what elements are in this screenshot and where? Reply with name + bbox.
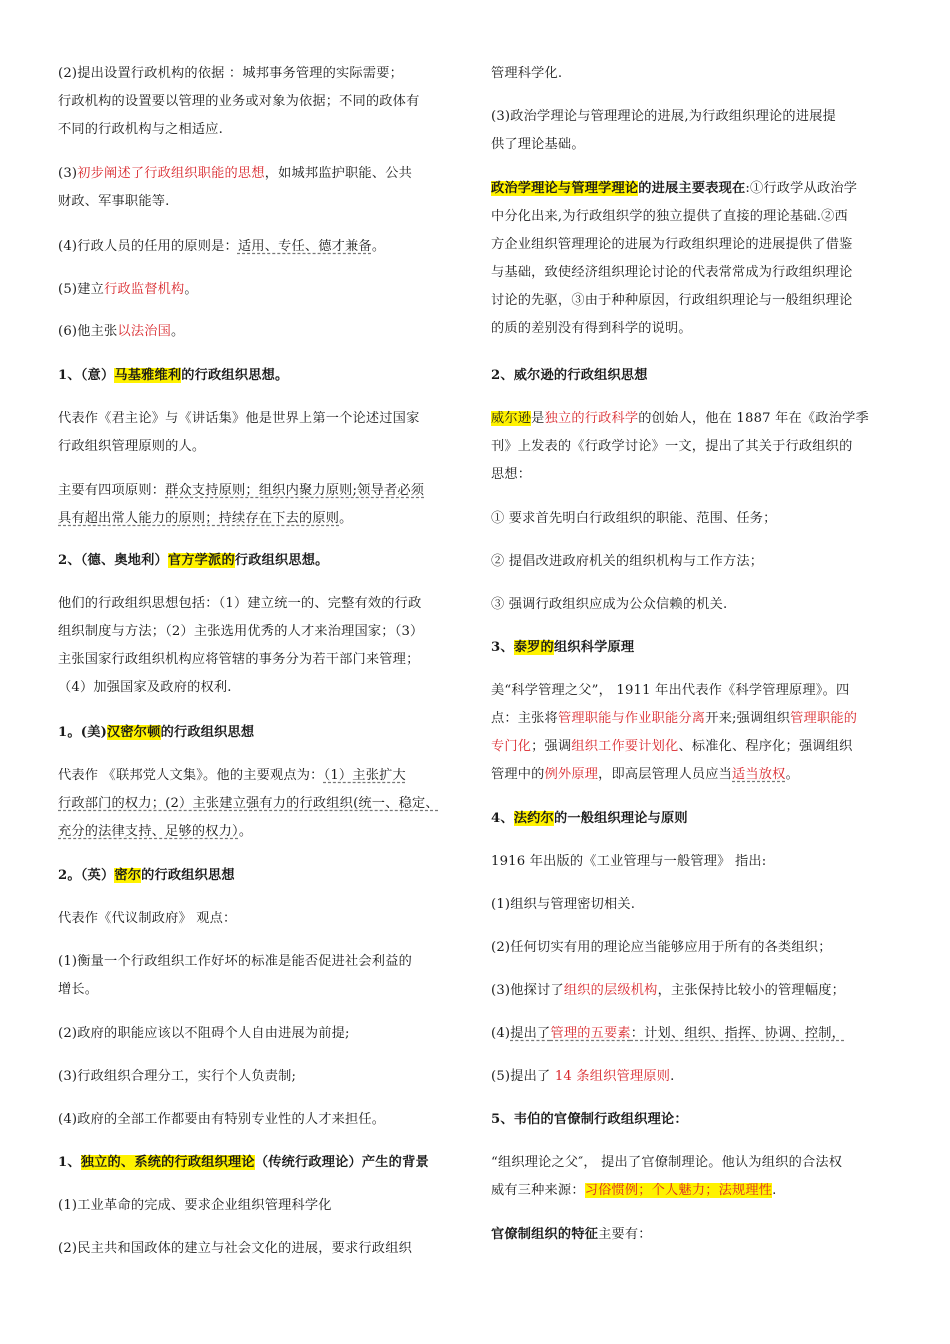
paragraph-weber: “组织理论之父″， 提出了官僚制理论。他认为组织的合法权 威有三种来源：习俗惯例；个人魅力；法规理性. xyxy=(491,1155,843,1198)
paragraph-org-basis: (2)提出设置行政机构的依据 ：城邦事务管理的实际需要； 行政机构的设置要以管理的业务或对象为依据；不同的政体有 不同的行政机构与之相适应. xyxy=(58,66,420,137)
paragraph-fayol-2: (2)任何切实有用的理论应当能够应用于所有的各类组织； xyxy=(491,940,832,955)
paragraph-mill-2: (2)政府的职能应该以不阻碍个人自由进展为前提; xyxy=(58,1026,350,1041)
heading-official-school: 2、（德、奥地利）官方学派的行政组织思想。 xyxy=(58,553,329,568)
paragraph-mill-works: 代表作《代议制政府》 观点： xyxy=(58,911,237,926)
paragraph-appointment: (4)行政人员的任用的原则是：适用、专任、德才兼备。 xyxy=(58,239,386,254)
paragraph-wilson-2: ② 提倡改进政府机关的组织机构与工作方法； xyxy=(491,554,764,569)
paragraph-fayol-1: (1)组织与管理密切相关. xyxy=(491,897,636,912)
paragraph-official-school: 他们的行政组织思想包括：（1）建立统一的、完整有效的行政 组织制度与方法；（2）主张选用优秀的人才来治理国家；（3） 主张国家行政组织机构应将管辖的事务分为若干部门来管理； （4）加强国家及政府的权利. xyxy=(58,596,424,695)
paragraph-four-principles: 主要有四项原则：群众支持原则；组织内聚力原则;领导者必须 具有超出常人能力的原则；持续存在下去的原则。 xyxy=(58,483,425,526)
heading-fayol: 4、法约尔的一般组织理论与原则 xyxy=(491,811,688,826)
paragraph-theory-basis: (3)政治学理论与管理理论的进展,为行政组织理论的进展提 供了理论基础。 xyxy=(491,109,836,152)
paragraph-wilson: 威尔逊是独立的行政科学的创始人，他在 1887 年在《政治学季 刊》上发表的《行政学讨论》一文，提出了其关于行政组织的 思想： xyxy=(491,411,869,482)
paragraph-machiavelli-works: 代表作《君主论》与《讲话集》他是世界上第一个论述过国家 行政组织管理原则的人。 xyxy=(58,411,420,454)
paragraph-background-2: (2)民主共和国政体的建立与社会文化的进展，要求行政组织 xyxy=(58,1241,412,1256)
paragraph-functions: (3)初步阐述了行政组织职能的思想，如城邦监护职能、公共 财政、军事职能等. xyxy=(58,166,412,209)
heading-background: 1、独立的、系统的行政组织理论（传统行政理论）产生的背景 xyxy=(58,1155,429,1170)
paragraph-mill-1: (1)衡量一个行政组织工作好坏的标准是能否促进社会利益的 增长。 xyxy=(58,954,412,997)
paragraph-mill-4: (4)政府的全部工作都要由有特别专业性的人才来担任。 xyxy=(58,1112,386,1127)
paragraph-background-1: (1)工业革命的完成、要求企业组织管理科学化 xyxy=(58,1198,332,1213)
paragraph-wilson-3: ③ 强调行政组织应成为公众信赖的机关. xyxy=(491,597,728,612)
heading-mill: 2。（英）密尔的行政组织思想 xyxy=(58,868,235,883)
paragraph-mill-3: (3)行政组织合理分工，实行个人负责制; xyxy=(58,1069,297,1084)
paragraph-mgmt-science: 管理科学化. xyxy=(491,66,563,81)
paragraph-taylor: 美“科学管理之父”， 1911 年出代表作《科学管理原理》。四 点：主张将管理职能与作业职能分离开来;强调组织管理职能的 专门化；强调组织工作要计划化、标准化、程序化；强调组织 管理中的例外原理，即高层管理人员应当适当放权。 xyxy=(491,683,858,782)
paragraph-fayol-4: (4)提出了管理的五要素：计划、组织、指挥、协调、控制， xyxy=(491,1026,845,1041)
paragraph-wilson-1: ① 要求首先明白行政组织的职能、范围、任务； xyxy=(491,511,777,526)
paragraph-fayol-book: 1916 年出版的《工业管理与一般管理》 指出: xyxy=(491,854,767,869)
paragraph-fayol-3: (3)他探讨了组织的层级机构，主张保持比较小的管理幅度； xyxy=(491,983,845,998)
paragraph-rule-of-law: (6)他主张以法治国。 xyxy=(58,324,185,339)
heading-weber: 5、韦伯的官僚制行政组织理论： xyxy=(491,1112,688,1127)
paragraph-supervision: (5)建立行政监督机构。 xyxy=(58,282,198,297)
paragraph-hamilton: 代表作 《联邦党人文集》。他的主要观点为：（1）主张扩大 行政部门的权力；(2）主张建立强有力的行政组织(统一、稳定、 充分的法律支持、足够的权力）。 xyxy=(58,768,439,839)
heading-taylor: 3、泰罗的组织科学原理 xyxy=(491,640,635,655)
paragraph-theory-progress: 政治学理论与管理学理论的进展主要表现在:①行政学从政治学 中分化出来,为行政组织学的独立提供了直接的理论基础.②西 方企业组织管理理论的进展为行政组织理论的进展提供了借鉴 与基础，致使经济组织理论讨论的代表常常成为行政组织理论 讨论的先驱，③由于种种原因，行政组织理论与一般组织理论 的质的差别没有得到科学的说明。 xyxy=(491,181,858,336)
paragraph-bureaucracy-features: 官僚制组织的特征主要有： xyxy=(491,1227,652,1242)
paragraph-fayol-5: (5)提出了 14 条组织管理原则. xyxy=(491,1069,675,1084)
heading-hamilton: 1。(美)汉密尔顿的行政组织思想 xyxy=(58,725,255,740)
heading-wilson: 2、威尔逊的行政组织思想 xyxy=(491,368,648,383)
heading-machiavelli: 1、（意）马基雅维利的行政组织思想。 xyxy=(58,368,289,383)
